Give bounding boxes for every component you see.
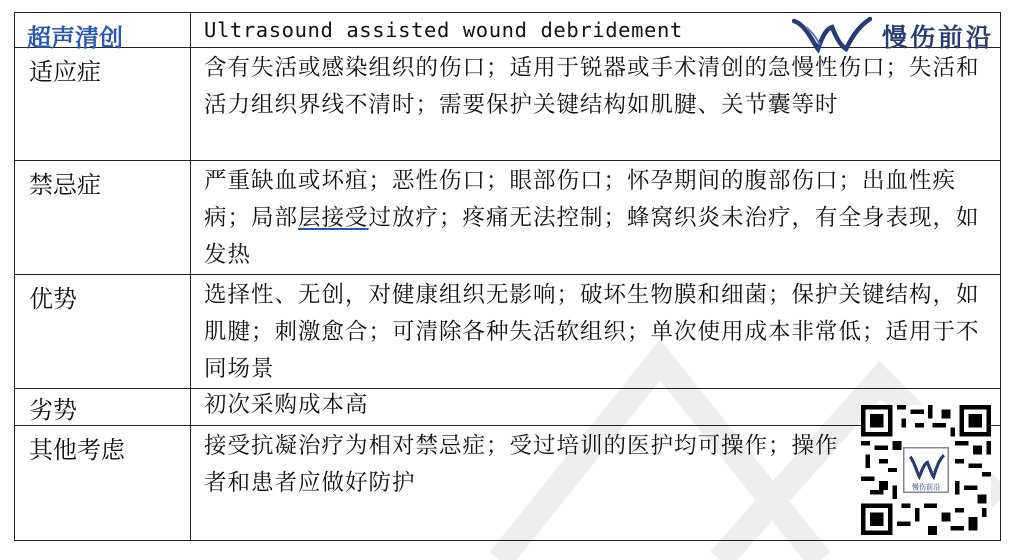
row-content-indications: 含有失活或感染组织的伤口；适用于锐器或手术清创的急慢性伤口；失活和活力组织界线不清时；需要保护关键结构如肌腱、关节囊等时 xyxy=(204,55,980,118)
qr-code[interactable] xyxy=(861,405,991,535)
contra-text-part1: 严重缺血或坏疽；恶性伤口；眼部伤口；怀孕期间的腹部伤口；出血性疾病；局部 xyxy=(204,168,957,231)
brand-logo-text: 慢伤前沿 xyxy=(881,23,994,52)
brand-logo-icon xyxy=(792,15,872,53)
row-label-advantages: 优势 xyxy=(29,285,77,313)
row-label-disadvantages: 劣势 xyxy=(29,396,77,424)
row-content-advantages: 选择性、无创，对健康组织无影响；破坏生物膜和细菌；保护关键结构，如肌腱；刺激愈合；可清除各种失活软组织；单次使用成本非常低；适用于不同场景 xyxy=(204,282,980,382)
row-content-other-considerations: 接受抗凝治疗为相对禁忌症；受过培训的医护均可操作；操作者和患者应做好防护 xyxy=(204,433,839,496)
table-row xyxy=(15,161,1001,275)
row-label-contraindications: 禁忌症 xyxy=(29,171,101,199)
row-label-other-considerations: 其他考虑 xyxy=(29,436,125,464)
table-row xyxy=(15,426,1001,541)
header-title-cell xyxy=(15,13,191,52)
table-header-row xyxy=(15,13,1001,48)
row-content-contraindications xyxy=(191,161,1000,274)
table-row xyxy=(15,48,1001,161)
header-english-cell xyxy=(191,13,1001,52)
row-content-disadvantages: 初次采购成本高 xyxy=(204,392,369,418)
contra-text-underlined: 层接受 xyxy=(298,205,369,231)
contra-text-part2: 过放疗；疼痛无法控制；蜂窝织炎未治疗，有全身表现，如发热 xyxy=(204,205,980,268)
header-title-en: Ultrasound assisted wound debridement xyxy=(204,18,683,42)
table-row xyxy=(15,275,1001,389)
row-label-indications: 适应症 xyxy=(29,58,101,86)
qr-logo-caption: 慢伤前沿 xyxy=(911,482,941,492)
debridement-table xyxy=(14,12,1001,541)
table-row xyxy=(15,389,1001,426)
header-title-cn: 超声清创 xyxy=(27,24,123,52)
